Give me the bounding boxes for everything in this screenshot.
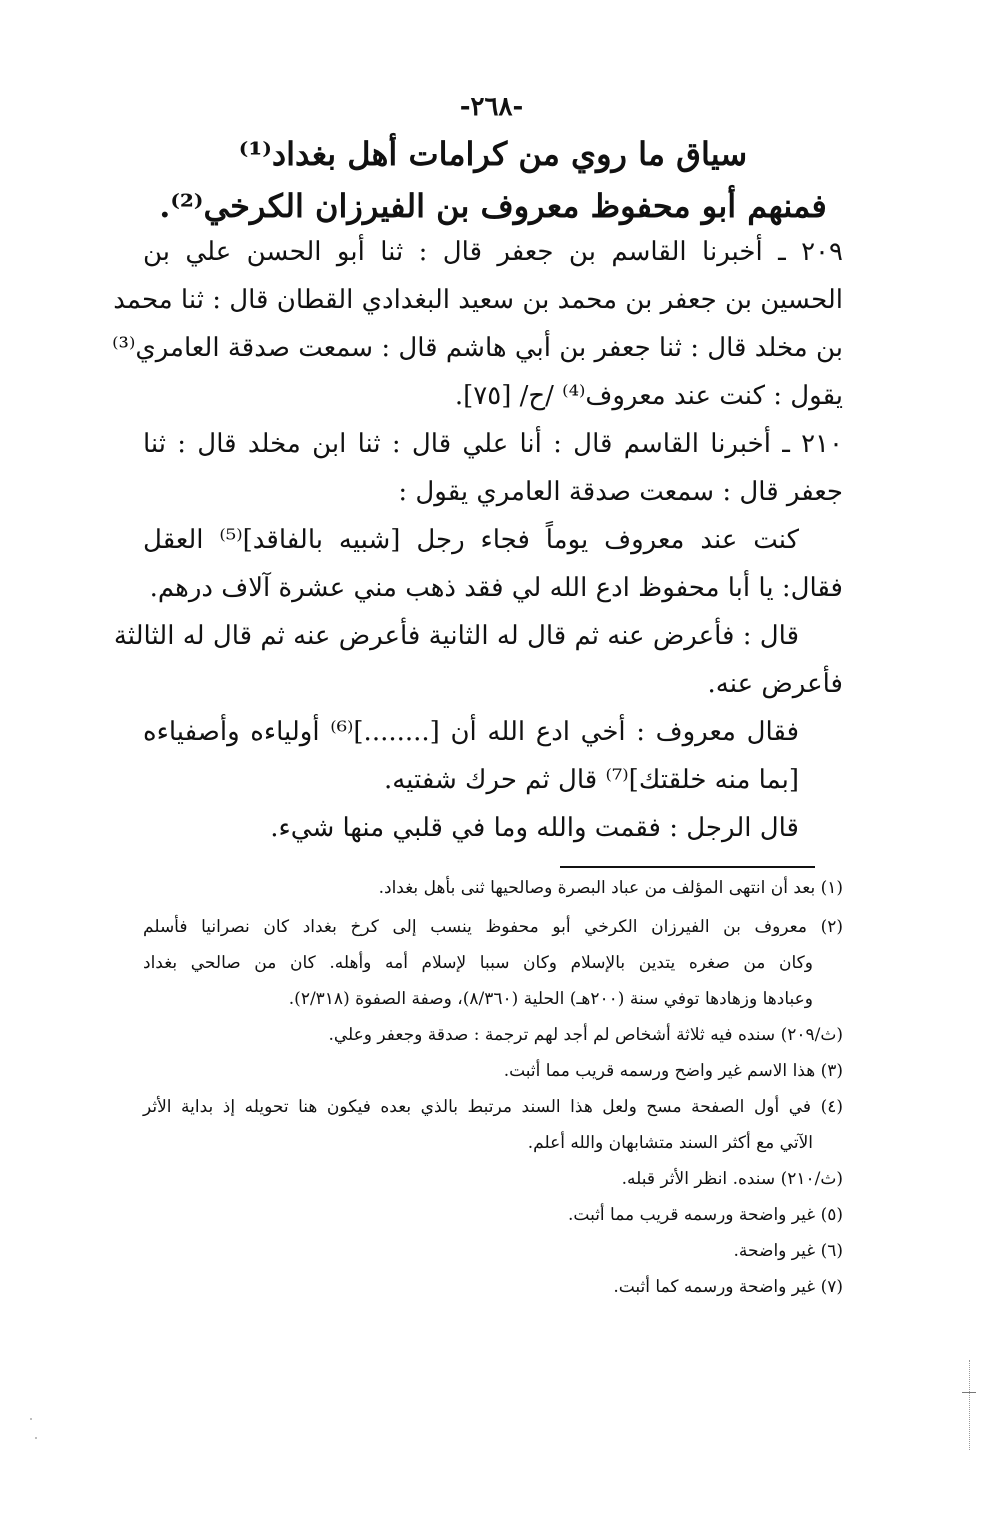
scan-edge-tick bbox=[962, 1392, 976, 1393]
footnote: (١) بعد أن انتهى المؤلف من عباد البصرة وصالحيها ثنى بأهل بغداد. bbox=[378, 878, 843, 898]
footnote: (٣) هذا الاسم غير واضح ورسمه قريب مما أثبت. bbox=[503, 1061, 843, 1081]
body-line: الحسين بن جعفر بن محمد بن سعيد البغدادي القطان قال : ثنا محمد bbox=[113, 285, 843, 315]
body-line: ٢١٠ ـ أخبرنا القاسم قال : أنا علي قال : ثنا ابن مخلد قال : ثنا bbox=[143, 429, 843, 459]
footnote-continuation: الآتي مع أكثر السند متشابهان والله أعلم. bbox=[527, 1133, 813, 1153]
body-line: يقول : كنت عند معروف⁽⁴⁾ /ح/ [٧٥]. bbox=[454, 381, 843, 411]
scan-speck bbox=[35, 1437, 37, 1439]
footnote: (٤) في أول الصفحة مسح ولعل هذا السند مرتبط بالذي بعده فيكون هنا تحويله إذ بداية الأثر bbox=[143, 1097, 843, 1117]
footnote-separator bbox=[560, 866, 815, 868]
footnote: (ث/٢٠٩) سنده فيه ثلاثة أشخاص لم أجد لهم ترجمة : صدقة وجعفر وعلي. bbox=[328, 1025, 843, 1045]
body-line: قال الرجل : فقمت والله وما في قلبي منها شيء. bbox=[270, 813, 799, 843]
footnote: (٢) معروف بن الفيرزان الكرخي أبو محفوظ ينسب إلى كرخ بغداد كان نصرانيا فأسلم bbox=[143, 917, 843, 937]
scan-edge-mark bbox=[969, 1360, 971, 1450]
body-line: فقال معروف : أخي ادع الله أن [........]⁽⁶⁾ أولياءه وأصفياءه bbox=[143, 717, 799, 747]
body-line: [بما منه خلقتك]⁽⁷⁾ قال ثم حرك شفتيه. bbox=[383, 765, 799, 795]
footnote: (ث/٢١٠) سنده. انظر الأثر قبله. bbox=[621, 1169, 843, 1189]
page-number: -٢٦٨- bbox=[459, 92, 524, 122]
body-line: بن مخلد قال : ثنا جعفر بن أبي هاشم قال : سمعت صدقة العامري⁽³⁾ bbox=[112, 333, 843, 363]
body-line: جعفر قال : سمعت صدقة العامري يقول : bbox=[398, 477, 843, 507]
body-line: كنت عند معروف يوماً فجاء رجل [شبيه بالفاقد]⁽⁵⁾ العقل bbox=[143, 525, 799, 555]
section-subheading: فمنهم أبو محفوظ معروف بن الفيرزان الكرخي⁽²⁾. bbox=[159, 187, 827, 225]
section-heading: سياق ما روي من كرامات أهل بغداد⁽¹⁾ bbox=[238, 135, 748, 173]
footnote-continuation: وكان من صغره يتدين بالإسلام وكان سببا لإسلام أمه وأهله. كان من صالحي بغداد bbox=[143, 953, 813, 973]
body-line: فقال: يا أبا محفوظ ادع الله لي فقد ذهب مني عشرة آلاف درهم. bbox=[149, 573, 843, 603]
footnote: (٥) غير واضحة ورسمه قريب مما أثبت. bbox=[567, 1205, 843, 1225]
footnote: (٦) غير واضحة. bbox=[733, 1241, 843, 1261]
body-line: فأعرض عنه. bbox=[707, 669, 843, 699]
footnote-continuation: وعبادها وزهادها توفي سنة (٢٠٠هـ) الحلية (٨/٣٦٠)، وصفة الصفوة (٢/٣١٨). bbox=[288, 989, 813, 1009]
scan-speck bbox=[30, 1418, 32, 1420]
body-line: ٢٠٩ ـ أخبرنا القاسم بن جعفر قال : ثنا أبو الحسن علي بن bbox=[143, 237, 843, 267]
footnote: (٧) غير واضحة ورسمه كما أثبت. bbox=[613, 1277, 843, 1297]
body-line: قال : فأعرض عنه ثم قال له الثانية فأعرض عنه ثم قال له الثالثة bbox=[113, 621, 799, 651]
